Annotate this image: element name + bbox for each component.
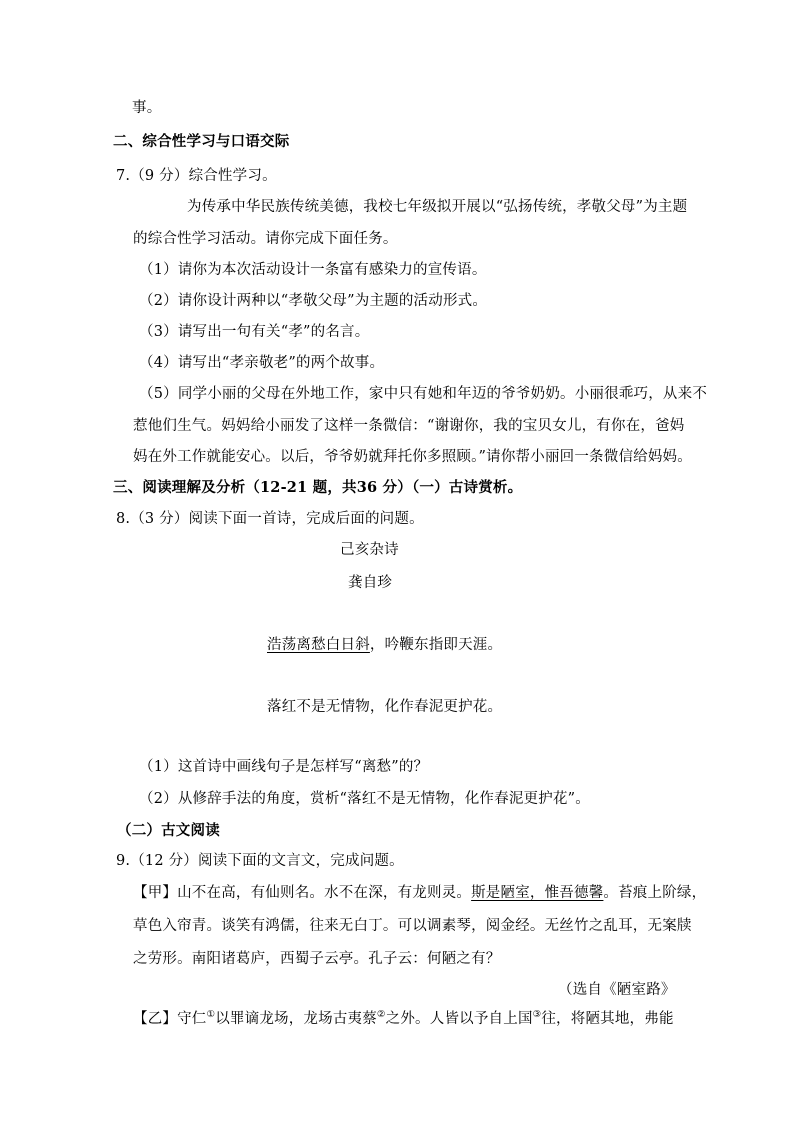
footnote-marker-3: ③ [532, 1009, 542, 1021]
previous-paragraph-tail: 事。 [132, 100, 162, 116]
question-7-intro-line-2: 的综合性学习活动。请你完成下面任务。 [133, 231, 398, 247]
question-7-task-5-line-1: （5）同学小丽的父母在外地工作，家中只有她和年迈的爷爷奶奶。小丽很乖巧，从来不 [139, 386, 708, 402]
footnote-marker-1: ① [206, 1009, 216, 1021]
passage-yi-segment-1: 【乙】守仁 [133, 1011, 207, 1027]
passage-jia-line-1-pre: 【甲】山不在高，有仙则名。水不在深，有龙则灵。 [133, 885, 472, 901]
poem-line-1-rest: ，吟鞭东指即天涯。 [369, 637, 503, 653]
poem-line-1-underlined-segment: 浩荡离愁白日斜 [267, 637, 370, 653]
question-8-sub-question-1: （1）这首诗中画线句子是怎样写“离愁”的？ [139, 759, 429, 775]
passage-yi-segment-2: 以罪谪龙场，龙场古夷蔡 [215, 1011, 377, 1027]
passage-yi-line-1 [133, 1010, 674, 1029]
passage-jia-line-2: 草色入帘青。谈笑有鸿儒，往来无白丁。可以调素琴，阅金经。无丝竹之乱耳，无案牍 [133, 918, 692, 934]
poem-line-2: 落红不是无情物，化作春泥更护花。 [267, 699, 503, 715]
passage-yi-segment-4: 往，将陋其地，弗能 [541, 1011, 674, 1027]
question-7-task-4: （4）请写出“孝亲敬老”的两个故事。 [139, 355, 385, 371]
question-9-header: 9.（12 分）阅读下面的文言文，完成问题。 [116, 853, 404, 869]
question-7-task-1: （1）请你为本次活动设计一条富有感染力的宣传语。 [139, 262, 487, 278]
section-three-heading: 三、阅读理解及分析（12-21 题，共36 分）（一）古诗赏析。 [113, 479, 523, 496]
passage-jia-line-3: 之劳形。南阳诸葛庐，西蜀子云亭。孔子云：何陋之有？ [133, 951, 501, 967]
passage-jia-line-1-underlined-segment: 斯是陋室，惟吾德馨 [471, 885, 604, 901]
section-classical-heading: （二）古文阅读 [117, 822, 220, 839]
poem-line-1 [267, 636, 502, 655]
question-7-task-3: （3）请写出一句有关“孝”的名言。 [139, 324, 370, 340]
section-two-heading: 二、综合性学习与口语交际 [113, 133, 290, 150]
footnote-marker-2: ② [376, 1009, 386, 1021]
poem-title: 己亥杂诗 [340, 542, 399, 558]
passage-jia-source: （选自《陋室路》 [558, 982, 676, 998]
poem-author: 龚自珍 [348, 575, 393, 591]
question-7-intro-line-1: 为传承中华民族传统美德，我校七年级拟开展以“弘扬传统，孝敬父母”为主题 [187, 199, 688, 215]
question-7-task-5-line-3: 妈在外工作就能安心。以后，爷爷奶就拜托你多照顾。”请你帮小丽回一条微信给妈妈。 [133, 449, 692, 465]
question-7-header: 7.（9 分）综合性学习。 [116, 168, 277, 184]
question-7-task-2: （2）请你设计两种以“孝敬父母”为主题的活动形式。 [139, 293, 488, 309]
question-7-task-5-line-2: 惹他们生气。妈妈给小丽发了这样一条微信：“谢谢你，我的宝贝女儿，有你在，爸妈 [133, 418, 685, 434]
passage-jia-line-1 [133, 884, 706, 903]
question-8-sub-question-2: （2）从修辞手法的角度，赏析“落红不是无情物，化作春泥更护花”。 [139, 791, 590, 807]
passage-yi-segment-3: 之外。人皆以予自上国 [385, 1011, 533, 1027]
passage-jia-line-1-post: 。苔痕上阶绿， [603, 885, 707, 901]
question-8-header: 8.（3 分）阅读下面一首诗，完成后面的问题。 [116, 511, 424, 527]
